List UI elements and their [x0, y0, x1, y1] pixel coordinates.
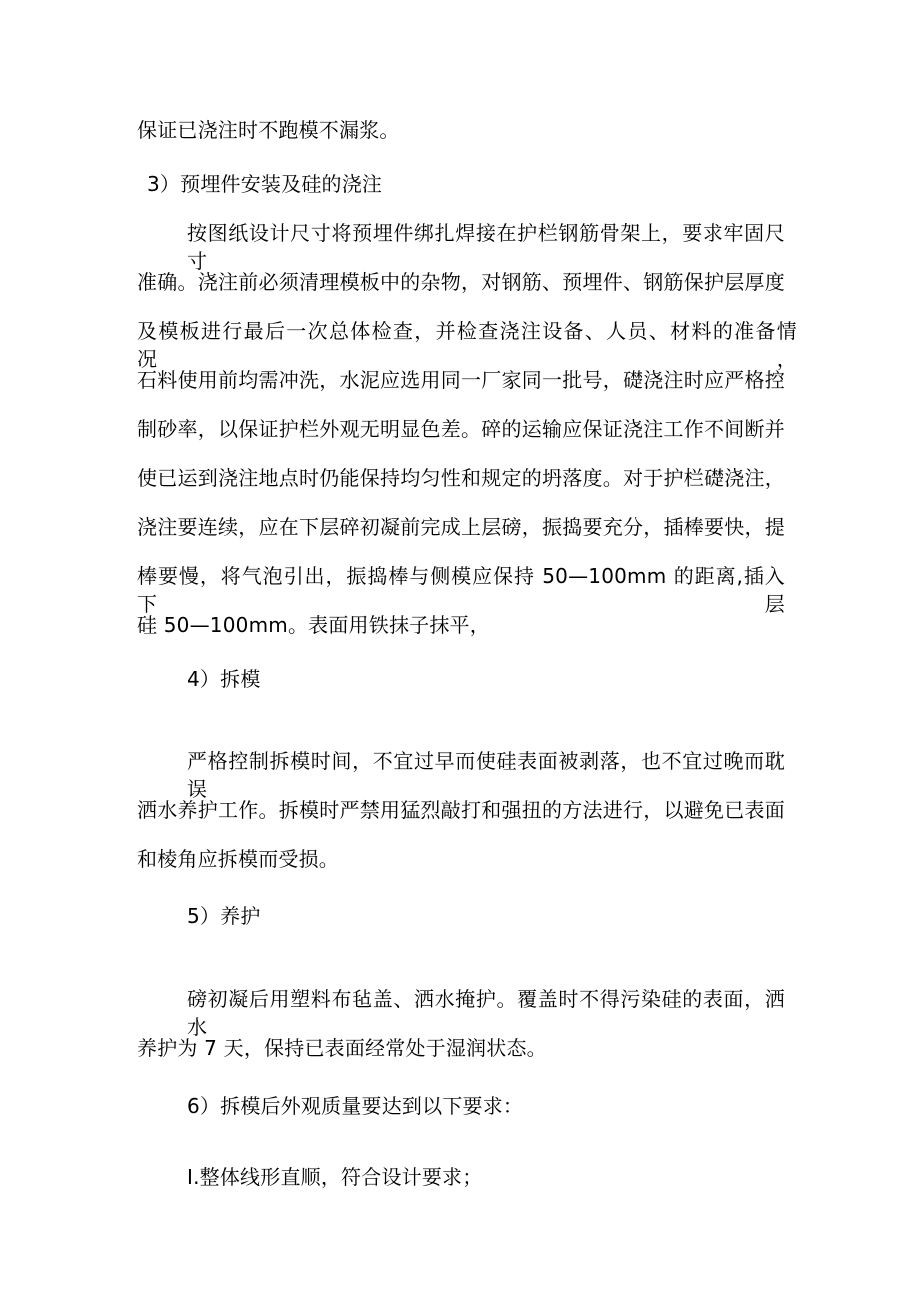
paragraph-line: 石料使用前均需冲洗，水泥应选用同一厂家同一批号，礎浇注时应严格控 — [137, 368, 785, 392]
paragraph-line: 养护为 7 天，保持已表面经常处于湿润状态。 — [137, 1036, 547, 1060]
paragraph-line: 保证已浇注时不跑模不漏浆。 — [137, 118, 400, 142]
section-heading-3: 3）预埋件安装及硅的浇注 — [147, 172, 383, 196]
paragraph-line: 硅 50—100mm。表面用铁抹子抹平， — [137, 613, 490, 637]
paragraph-line: 制砂率，以保证护栏外观无明显色差。碎的运输应保证浇注工作不间断并 — [137, 417, 785, 441]
paragraph-line: 按图纸设计尺寸将预埋件绑扎焊接在护栏钢筋骨架上，要求牢固尺寸 — [187, 221, 785, 273]
section-heading-6: 6）拆模后外观质量要达到以下要求： — [187, 1094, 524, 1118]
paragraph-line: 和棱角应拆模而受损。 — [137, 847, 339, 871]
paragraph-line: 洒水养护工作。拆模时严禁用猛烈敲打和强扭的方法进行，以避免已表面 — [137, 798, 785, 822]
paragraph-line: 浇注要连续，应在下层碎初凝前完成上层磅，振捣要充分，插棒要快，提 — [137, 515, 785, 539]
paragraph-line: 使已运到浇注地点时仍能保持均匀性和规定的坍落度。对于护栏礎浇注， — [137, 466, 785, 490]
section-heading-4: 4）拆模 — [187, 667, 261, 691]
paragraph-line: 准确。浇注前必须清理模板中的杂物，对钢筋、预埋件、钢筋保护层厚度 — [137, 270, 785, 294]
paragraph-line: 严格控制拆模时间，不宜过早而使硅表面被剥落，也不宜过晚而耽误 — [187, 749, 785, 801]
paragraph-line: 磅初凝后用塑料布毡盖、洒水掩护。覆盖时不得污染硅的表面，洒水 — [187, 987, 785, 1039]
paragraph-line: 棒要慢，将气泡引出，振捣棒与侧模应保持 50—100mm 的距离,插入下层 — [137, 564, 785, 616]
paragraph-line: 及模板进行最后一次总体检查，并检查浇注设备、人员、材料的准备情况， — [137, 319, 797, 371]
list-item: I.整体线形直顺，符合设计要求； — [187, 1165, 483, 1189]
section-heading-5: 5）养护 — [187, 904, 261, 928]
